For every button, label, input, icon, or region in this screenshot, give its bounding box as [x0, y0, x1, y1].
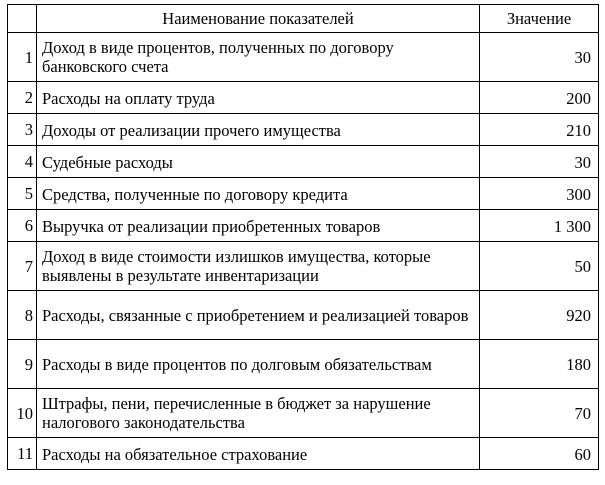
row-value: 30	[480, 33, 599, 82]
table-row	[8, 114, 599, 146]
table-row	[8, 33, 599, 82]
row-value: 210	[480, 114, 599, 146]
table-row	[8, 82, 599, 114]
table-row	[8, 340, 599, 389]
row-number: 9	[8, 340, 37, 389]
row-number: 2	[8, 82, 37, 114]
table-row	[8, 389, 599, 438]
row-name: Доход в виде процентов, полученных по договору банковского счета	[37, 33, 480, 82]
row-value: 60	[480, 438, 599, 470]
row-name: Расходы, связанные с приобретением и реализацией товаров	[37, 291, 480, 340]
indicators-table	[7, 4, 599, 470]
table-row	[8, 146, 599, 178]
header-num	[8, 5, 37, 33]
row-value: 1 300	[480, 210, 599, 242]
row-name: Средства, полученные по договору кредита	[37, 178, 480, 210]
row-name: Расходы на обязательное страхование	[37, 438, 480, 470]
header-row	[8, 5, 599, 33]
row-value: 920	[480, 291, 599, 340]
header-value: Значение	[480, 5, 599, 33]
row-value: 180	[480, 340, 599, 389]
row-value: 50	[480, 242, 599, 291]
row-name: Судебные расходы	[37, 146, 480, 178]
row-value: 70	[480, 389, 599, 438]
row-number: 6	[8, 210, 37, 242]
row-name: Штрафы, пени, перечисленные в бюджет за нарушение налогового законодательства	[37, 389, 480, 438]
header-name: Наименование показателей	[37, 5, 480, 33]
row-number: 3	[8, 114, 37, 146]
table-row	[8, 291, 599, 340]
row-name: Расходы в виде процентов по долговым обязательствам	[37, 340, 480, 389]
row-name: Доходы от реализации прочего имущества	[37, 114, 480, 146]
row-number: 8	[8, 291, 37, 340]
row-number: 5	[8, 178, 37, 210]
row-value: 200	[480, 82, 599, 114]
row-number: 4	[8, 146, 37, 178]
table-row	[8, 178, 599, 210]
row-number: 11	[8, 438, 37, 470]
row-name: Расходы на оплату труда	[37, 82, 480, 114]
row-name: Выручка от реализации приобретенных товаров	[37, 210, 480, 242]
table-row	[8, 438, 599, 470]
row-number: 7	[8, 242, 37, 291]
row-value: 30	[480, 146, 599, 178]
row-name: Доход в виде стоимости излишков имущества, которые выявлены в результате инвентаризации	[37, 242, 480, 291]
table-row	[8, 210, 599, 242]
table-row	[8, 242, 599, 291]
row-number: 10	[8, 389, 37, 438]
row-number: 1	[8, 33, 37, 82]
row-value: 300	[480, 178, 599, 210]
